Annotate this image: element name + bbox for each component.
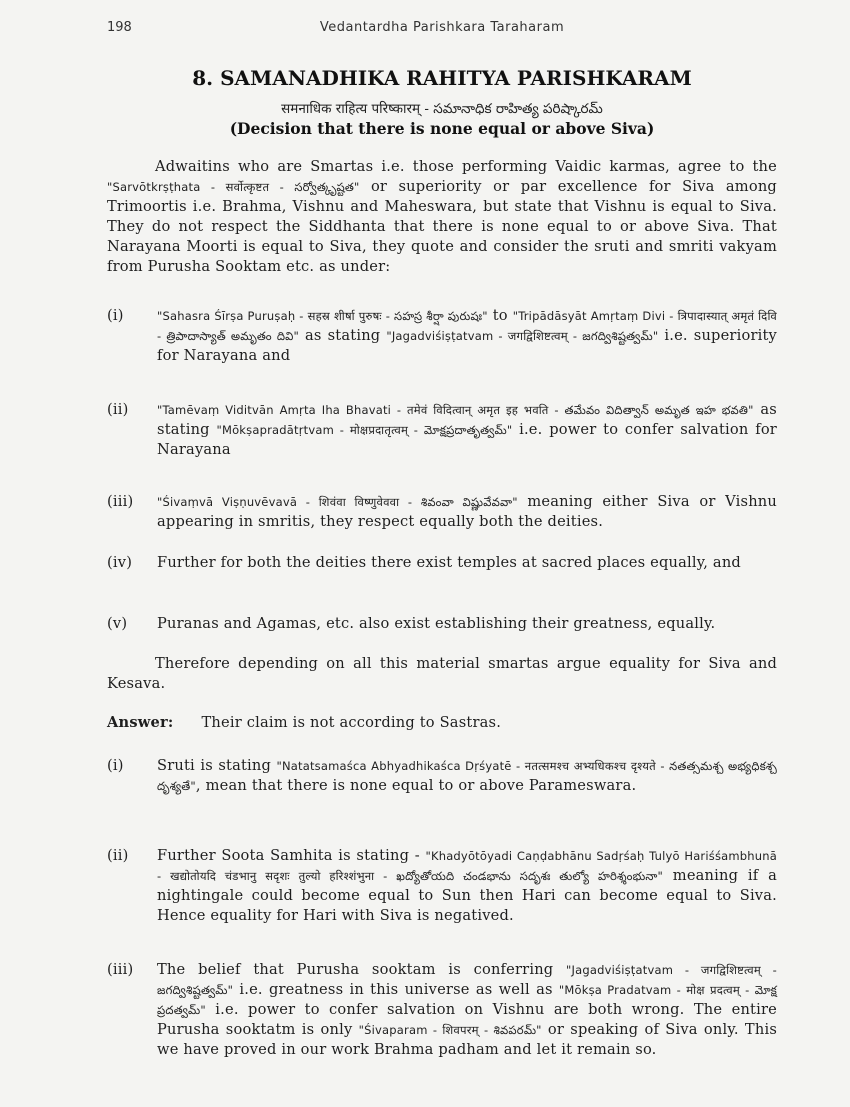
intro-text-1: Adwaitins who are Smartas i.e. those performing Vaidic karmas, agree to the — [155, 158, 777, 175]
answer-heading — [107, 713, 777, 733]
claim-item-3 — [107, 492, 777, 532]
chapter-subtitle-scripts: समनाधिक राहित्य परिष्कारम् - సమానాధిక రాహిత్య పరిష్కారమ్ — [281, 101, 603, 117]
answer-label: Answer: — [107, 714, 174, 731]
answer-quote-2: "Mōkṣa Pradatvam - मोक्ष प्रदत्वम् - మోక్ష ప్రదత్వమ్" — [157, 983, 777, 1017]
claim-quote-2: "Tripādāsyāt Amṛtaṃ Divi - त्रिपादास्यात् अमृतं दिवि - త్రిపాదాస్యాత్ అమృతం దివి" — [157, 309, 778, 343]
running-title: Vedantardha Parishkara Taraharam — [319, 20, 565, 35]
answer-number: (i) — [107, 757, 124, 774]
claim-item-1 — [107, 306, 777, 366]
intro-term: "Sarvōtkrṣṭhata - सर्वोत्कृष्टत - సర్వోత్కృష్టత" — [107, 180, 360, 194]
answer-item-text — [157, 960, 777, 1060]
answer-rest-2: i.e. power to confer salvation on Vishnu are both wrong. The entire Purusha sooktatm is only — [157, 1001, 777, 1038]
answer-item-3 — [107, 960, 777, 1060]
answer-number: (iii) — [107, 961, 134, 978]
claim-text — [157, 306, 777, 366]
answer-quote-3: "Śivaparam - शिवपरम् - శివపరమ్" — [358, 1023, 542, 1037]
claim-quote-3: "Jagadviśiṣṭatvam - जगद्विशिष्टत्वम् - జగద్విశిష్టత్వమ్" — [386, 329, 659, 343]
claim-number: (ii) — [107, 401, 129, 418]
page-header — [107, 20, 777, 40]
answer-quote: "Khadyōtōyadi Caṇḍabhānu Sadṛśaḥ Tulyō Hariśśambhunā - खद्योतोयदि चंडभानु सदृशः तुल्यो हरिश्शंभुना - ఖద్యోతోయది చండభాను సదృశః తుల్యో హరిశ్శంభునా" — [157, 849, 778, 883]
claim-quote-2: "Mōkṣapradātṛtvam - मोक्षप्रदातृत्वम् - మోక్షప్రదాతృత్వమ్" — [216, 423, 513, 437]
answer-quote: "Jagadviśiṣṭatvam - जगद्विशिष्टत्वम् - జగద్విశిష్టత్వమ్" — [157, 963, 777, 997]
claim-number: (i) — [107, 307, 124, 324]
answer-rest: meaning if a nightingale could become equal to Sun then Hari can become equal to Siva. Hence equality for Hari with Siva is negatived. — [157, 867, 777, 924]
answer-item-1 — [107, 756, 777, 796]
answer-item-text — [157, 846, 777, 926]
claim-text — [157, 492, 777, 532]
answer-rest: , mean that there is none equal to or above Parameswara. — [195, 777, 637, 794]
intro-text-2: or superiority or par excellence for Siva among Trimoortis i.e. Brahma, Vishnu and Maheswara, but state that Vishnu is equal to Siva. They do not respect the Siddhanta that there is none equal to or above Siva. That Narayana Moorti is equal to Siva, they quote and consider the sruti and smriti vakyam from Purusha Sooktam etc. as under: — [107, 178, 777, 275]
answer-quote: "Natatsamaśca Abhyadhikaśca Dṛśyatē - नतत्समश्च अभ्यधिकश्च दृश्यते - నతత్సమశ్చ అభ్యధికశ్చ దృశ్యతే" — [157, 759, 777, 793]
claim-text — [157, 400, 777, 460]
answer-text: Their claim is not according to Sastras. — [201, 714, 502, 731]
claim-text: Puranas and Agamas, etc. also exist establishing their greatness, equally. — [157, 615, 716, 632]
claim-number: (iii) — [107, 493, 134, 510]
therefore-paragraph: Therefore depending on all this material smartas argue equality for Siva and Kesava. — [107, 655, 777, 692]
answer-lead: Further Soota Samhita is stating - — [157, 847, 426, 864]
claim-rest: as stating — [299, 327, 387, 344]
page-number: 198 — [107, 20, 132, 35]
claim-mid: meaning either Siva or Vishnu appearing in smritis, they respect equally both the deities. — [157, 493, 777, 530]
chapter-subtitle-english: (Decision that there is none equal or above Siva) — [229, 119, 655, 138]
claim-quote: "Sahasra Śīrṣa Puruṣaḥ - सहस्र शीर्षा पुरुषः - సహస్ర శీర్షా పురుషః" — [157, 309, 488, 323]
claim-item-4 — [107, 553, 777, 573]
claim-quote: "Tamēvaṃ Viditvān Amṛta Iha Bhavati - तमेवं विदित्वान् अमृत इह भवति - తమేవం విదిత్వాన్ అమృత ఇహ భవతి" — [157, 403, 754, 417]
answer-rest: i.e. greatness in this universe as well as — [233, 981, 559, 998]
claim-number: (iv) — [107, 554, 133, 571]
claim-quote: "Śivaṃvā Viṣṇuvēvavā - शिवंवा विष्णुवेववा - శివంవా విష్ణువేవవా" — [157, 495, 518, 509]
claim-mid: to — [487, 307, 513, 324]
answer-number: (ii) — [107, 847, 129, 864]
chapter-title: 8. SAMANADHIKA RAHITYA PARISHKARAM — [192, 66, 692, 90]
claim-number: (v) — [107, 615, 128, 632]
answer-rest-3: or speaking of Siva only. This we have proved in our work Brahma padham and let it remain so. — [157, 1021, 778, 1058]
claim-item-5 — [107, 614, 777, 634]
claim-mid: as stating — [157, 401, 777, 438]
claim-item-2 — [107, 400, 777, 460]
answer-lead: Sruti is stating — [157, 757, 277, 774]
claim-text: Further for both the deities there exist temples at sacred places equally, and — [157, 554, 741, 571]
answer-item-text — [157, 756, 777, 796]
answer-lead: The belief that Purusha sooktam is conferring — [157, 961, 567, 978]
claim-tail: i.e. superiority for Narayana and — [157, 327, 778, 364]
answer-item-2 — [107, 846, 777, 926]
claim-rest: i.e. power to confer salvation for Narayana — [157, 421, 777, 458]
intro-paragraph — [107, 157, 777, 277]
